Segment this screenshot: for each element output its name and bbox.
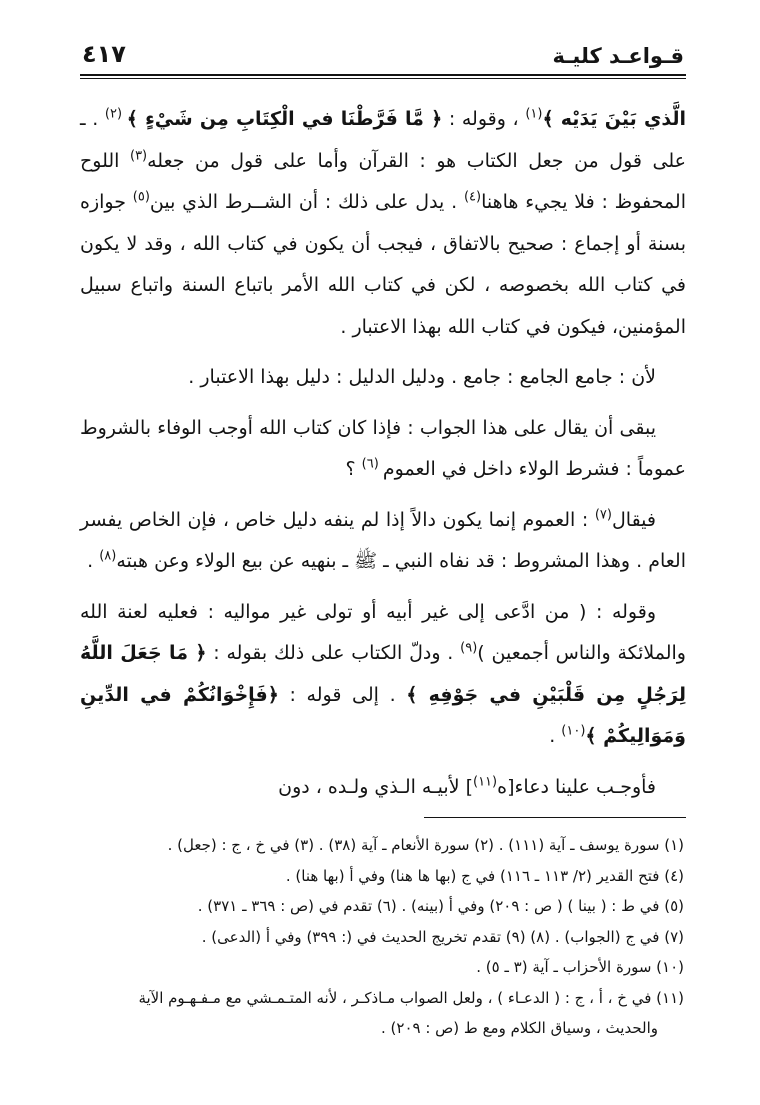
text-run: . ـ على قول من جعل الكتاب هو : القرآن وأما على قول من جعله xyxy=(80,108,686,172)
text-run: جوازه بسنة أو إجماع : صحيح بالاتفاق ، فيجب أن يكون في كتاب الله ، وقد لا يكون في كتاب الله بخصوصه ، لكن في كتاب الله الأمر باتباع السنة واتباع سبيل المؤمنين، فيكون في كتاب الله بهذا الاعتبار . xyxy=(80,191,686,338)
text-run: ، وقوله : xyxy=(442,108,526,130)
footnote-reference: (٢) xyxy=(104,106,127,122)
footnote: (٥) في ط : ( بينا ) ( ص : ٢٠٩) وفي أ (بينه) . (٦) تقدم في (ص : ٣٦٩ ـ ٣٧١) . xyxy=(197,897,684,915)
running-header xyxy=(80,22,686,74)
text-run: ؟ xyxy=(345,458,362,480)
body-text xyxy=(80,99,686,808)
text-run: : العموم إنما يكون دالاً إذا لم ينفه دليل خاص ، فإن الخاص يفسر العام . وهذا المشروط : قد نفاه النبي ـ ﷺ ـ بنهيه عن بيع الولاء وعن هبته xyxy=(80,508,686,572)
text-run: يبقى أن يقال على هذا الجواب : فإذا كان كتاب الله أوجب الوفاء بالشروط عموماً : فشرط الولاء داخل في العموم xyxy=(80,416,686,480)
header-rule-thin xyxy=(80,78,686,79)
quran-verse: الَّذي بَيْنَ يَدَيْه ﴾ xyxy=(542,108,686,130)
footnote: (٤) فتح القدير (٢/ ١١٣ ـ ١١٦) في ج (بها ها هنا) وفي أ (بها هنا) . xyxy=(285,866,684,885)
text-run: ] لأبيـه الـذي ولـده ، دون xyxy=(278,775,473,798)
body-paragraph xyxy=(80,767,686,809)
footnote: (٧) في ج (الجواب) . (٨) (٩) تقدم تخريج الحديث في (: ٣٩٩) وفي أ (الدعى) . xyxy=(201,927,684,946)
text-run: . xyxy=(87,550,100,572)
body-paragraph xyxy=(80,357,686,399)
text-run: فيقال xyxy=(611,508,656,531)
text-run: اللوح المحفوظ : فلا يجيء هاهنا xyxy=(80,149,686,213)
footnote-reference: (٣) xyxy=(129,148,148,164)
footnote-reference: (٧) xyxy=(594,507,612,523)
text-run: لأن : جامع الجامع : جامع . ودليل الدليل : دليل بهذا الاعتبار . xyxy=(188,366,656,388)
text-run: وقوله : ( من ادَّعى إلى غير أبيه أو تولى غير مواليه : فعليه لعنة الله والملائكة والناس أجمعين ) xyxy=(80,600,686,664)
footnote: (١١) في خ ، أ ، ج : ( الدعـاء ) ، ولعل الصواب مـاذكـر ، لأنه المتـمـشي مع مـفـهـوم الآية xyxy=(138,988,684,1007)
footnote-reference: (٨) xyxy=(99,548,117,564)
text-run: . ودلّ الكتاب على ذلك بقوله : xyxy=(206,642,461,664)
footnote: (١٠) سورة الأحزاب ـ آية (٣ ـ ٥) . xyxy=(476,958,684,976)
quran-verse: ﴿ مَّا فَرَّطْنَا في الْكِتَابِ مِن شَيْءٍ ﴾ xyxy=(126,108,443,130)
footnote-reference: (١) xyxy=(525,106,543,122)
body-paragraph xyxy=(80,99,686,348)
footnote-reference: (٦) xyxy=(361,456,383,472)
footnote-reference: (٤) xyxy=(463,189,482,205)
body-paragraph xyxy=(80,592,686,758)
footnote-reference: (١١) xyxy=(473,774,498,790)
footnote-reference: (٥) xyxy=(132,189,150,205)
text-run: فأوجـب علينا دعاء[ه xyxy=(497,775,656,798)
header-rule xyxy=(80,74,686,76)
text-run: . إلى قوله : xyxy=(278,683,407,706)
footnote-reference: (١٠) xyxy=(561,723,586,739)
footnotes xyxy=(80,830,686,1044)
quran-verse: ﴿فَإِخْوَانُكُمْ في الدِّينِ وَمَوَالِيكُمْ ﴾ xyxy=(80,683,686,747)
text-run: . xyxy=(549,725,562,747)
text-run: . يدل على ذلك : أن الشــرط الذي بين xyxy=(149,191,464,213)
body-paragraph xyxy=(80,408,686,491)
body-paragraph xyxy=(80,500,686,583)
page-number: ٤١٧ xyxy=(82,40,126,68)
footnote-reference: (٩) xyxy=(460,640,478,656)
footnote: (١) سورة يوسف ـ آية (١١١) . (٢) سورة الأنعام ـ آية (٣٨) . (٣) في خ ، ج : (جعل) . xyxy=(167,836,684,854)
footnote-separator xyxy=(424,817,686,818)
header-title: قـواعـد كليـة xyxy=(552,44,684,68)
footnote-continuation: والحديث ، وسياق الكلام ومع ط (ص : ٢٠٩) . xyxy=(381,1019,658,1037)
quran-verse: ﴿ مَا جَعَلَ اللَّهُ لِرَجُلٍ مِن قَلْبَيْنِ في جَوْفِهِ ﴾ xyxy=(80,642,686,706)
